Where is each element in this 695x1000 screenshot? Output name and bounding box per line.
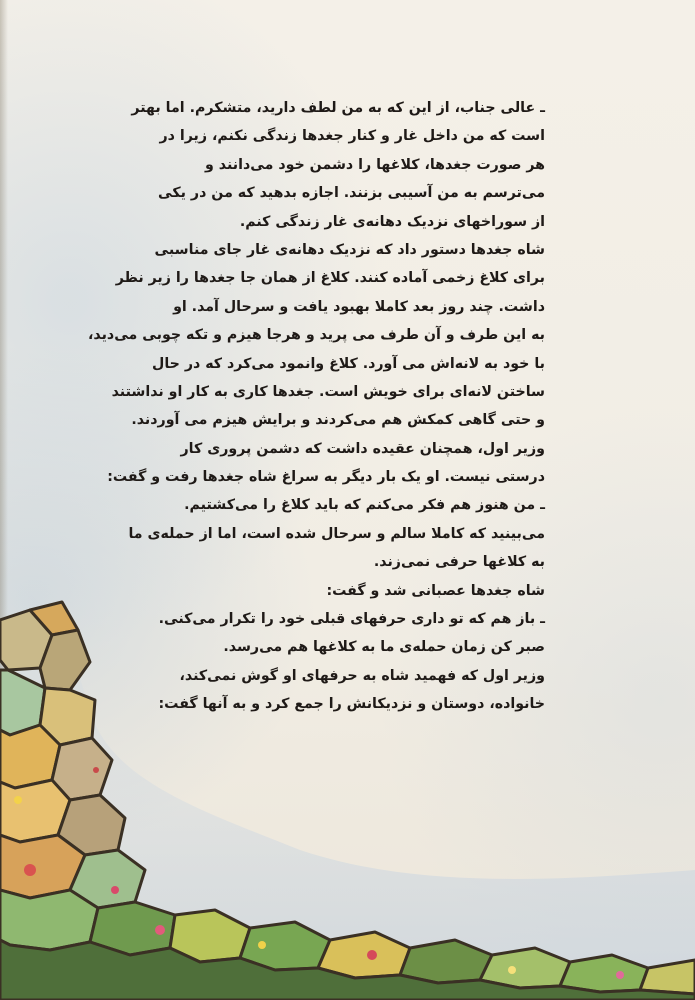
text-line: ـ باز هم که تو داری حرفهای قبلی خود را تکرار می‌کنی. xyxy=(158,611,545,628)
text-line: وزیر اول، همچنان عقیده داشت که دشمن پروری کار xyxy=(180,440,545,457)
story-text xyxy=(88,94,545,719)
text-line: و حتی گاهی کمکش هم می‌کردند و برایش هیزم می آوردند. xyxy=(131,412,545,429)
text-line: ـ من هنوز هم فکر می‌کنم که باید کلاغ را می‌کشتیم. xyxy=(184,497,545,514)
text-line: درستی نیست. او یک بار دیگر به سراغ شاه جغدها رفت و گفت: xyxy=(107,469,545,486)
text-line: خانواده، دوستان و نزدیکانش را جمع کرد و به آنها گفت: xyxy=(158,696,545,713)
text-line: وزیر اول که فهمید شاه به حرفهای او گوش نمی‌کند، xyxy=(179,667,545,684)
text-line: با خود به لانه‌اش می آورد. کلاغ وانمود می‌کرد که در حال xyxy=(152,355,545,372)
text-line: داشت. چند روز بعد کاملا بهبود یافت و سرحال آمد. او xyxy=(173,298,545,315)
text-line: می‌بینید که کاملا سالم و سرحال شده است، اما از حمله‌ی ما xyxy=(128,525,545,542)
text-line: به این طرف و آن طرف می پرید و هرجا هیزم و تکه چوبی می‌دید، xyxy=(88,327,545,344)
text-line: هر صورت جغدها، کلاغها را دشمن خود می‌دانند و xyxy=(205,156,545,173)
text-line: صبر کن زمان حمله‌ی ما به کلاغها هم می‌رسد. xyxy=(223,639,545,656)
text-line: شاه جغدها عصبانی شد و گفت: xyxy=(326,582,545,599)
text-line: برای کلاغ زخمی آماده کنند. کلاغ از همان جا جغدها را زیر نظر xyxy=(115,270,545,287)
text-line: می‌ترسم به من آسیبی بزنند. اجازه بدهید که من در یکی xyxy=(158,185,545,202)
text-line: از سوراخهای نزدیک دهانه‌ی غار زندگی کنم. xyxy=(239,213,545,230)
text-line: ساختن لانه‌ای برای خویش است. جغدها کاری به کار او نداشتند xyxy=(111,383,545,400)
text-line: ـ عالی جناب، از این که به من لطف دارید، متشکرم. اما بهتر xyxy=(131,100,545,116)
text-line: شاه جغدها دستور داد که نزدیک دهانه‌ی غار جای مناسبی xyxy=(154,241,545,258)
text-line: به کلاغها حرفی نمی‌زند. xyxy=(373,554,545,571)
text-line: است که من داخل غار و کنار جغدها زندگی نکنم، زیرا در xyxy=(159,128,545,145)
